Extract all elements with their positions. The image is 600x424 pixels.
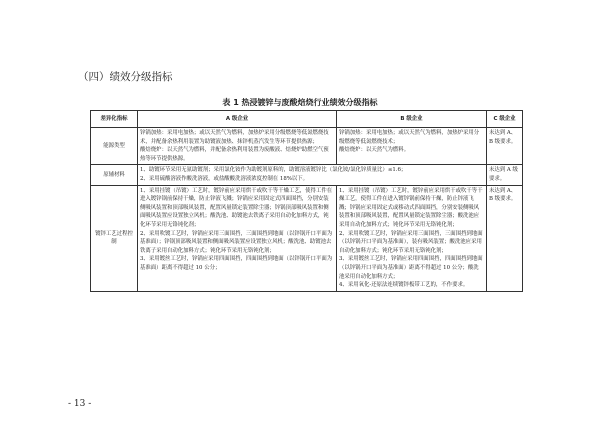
table-row-energy xyxy=(91,128,523,165)
grade-c-text: 未达到 A 级要求。 xyxy=(489,167,518,182)
grade-b-cell xyxy=(337,185,487,291)
indicator-cell: 镀锌工艺过程控制 xyxy=(91,185,138,291)
grade-c-text: 未达到 A、B 级要求。 xyxy=(489,187,517,203)
grade-a-text: 1、采用挂镀（吊镀）工艺时，镀锌前应采用烘干或吹干等干燥工艺，使得工件在进入镀锌锅前保持干燥，防止锌液飞溅；锌锅应采用固定式四面围挡，分别安装侧吸风装置和顶部吸风装置，配置风量锁定装置除尘器；锌锅顶部吸风装置和侧面吸风装置应设置独立风机；酸洗池、助镀池去铁离子采用自动化加料方式，钝化环节采用无铬钝化剂； xyxy=(140,187,333,228)
grade-a-text: 2、采用吹镀工艺时，锌锅应采用三面围挡，三面围挡到地面（以锌锅开口平面为基准面）；锌锅顶部吸风装置和侧面吸风装置应设置独立风机；酸洗池、助镀池去铁离子采用自动化加料方式；钝化环节采用无铬钝化剂； xyxy=(140,230,333,254)
indicator-cell: 原辅材料 xyxy=(91,165,138,185)
grade-c-cell xyxy=(487,128,523,165)
grade-b-text: 3、采用镀丝工艺时，锌锅应采用四面围挡，四面围挡到地面（以锌锅开口平面为基准面）距离不得超过 10 公分；酸洗池采用自动化加料方式； xyxy=(339,256,483,280)
grade-b-text: 1、采用挂镀（吊镀）工艺时，镀锌前应采用烘干或吹干等干燥工艺，使得工件在进入镀锌锅前保持干燥，防止锌液飞溅；锌锅应采用固定式或移动式四面围挡，分别安装侧吸风装置和顶部吸风装置，配置风量锁定装置除尘器；酸洗池应采用自动化加料方式；钝化环节采用无铬钝化剂； xyxy=(339,187,483,228)
grade-a-text: 锌锅加热：采用电加热；或以天然气为燃料，加热炉采用分级燃烧等低氮燃烧技术，并配备余热利用装置为助镀液加热、抹锌机蒸汽发生等环节提供热源； xyxy=(140,130,329,145)
table-caption: 表 1 热浸镀锌与废酸焙烧行业绩效分级指标 xyxy=(222,98,378,107)
header-indicator: 差异化指标 xyxy=(91,111,138,128)
grade-b-text: 2、采用吹镀工艺时，锌锅应采用三面围挡，三面围挡到地面（以锌锅开口平面为基准面），装有吸风装置；酸洗池应采用自动化加料方式；钝化环节采用无铬钝化剂； xyxy=(339,230,483,254)
grade-b-text: 酸焙烧炉：以天然气为燃料。 xyxy=(339,147,410,154)
grade-ab-cell xyxy=(138,165,487,185)
grade-b-text: 锌锅加热：采用电加热；或以天然气为燃料，加热炉采用分级燃烧等低氮燃烧技术； xyxy=(339,130,480,145)
header-grade-c: C 级企业 xyxy=(487,111,523,128)
section-title: （四）绩效分级指标 xyxy=(78,71,173,83)
table-header-row xyxy=(91,111,523,128)
grade-a-cell xyxy=(138,128,337,165)
header-grade-b: B 级企业 xyxy=(337,111,487,128)
indicator-cell: 能源类型 xyxy=(91,128,138,165)
header-grade-a: A 级企业 xyxy=(138,111,337,128)
performance-grading-table xyxy=(90,110,523,292)
page-number: - 13 - xyxy=(68,399,92,409)
grade-b-cell xyxy=(337,128,487,165)
table-row-process-control xyxy=(91,185,523,291)
grade-ab-text: 1、助镀环节采用无氨助镀剂；采用氯化铵作为助镀剂原料的，助镀溶液镀锌比（氯化铵/氯化锌质量比）≤1.6； xyxy=(140,167,407,174)
grade-c-cell xyxy=(487,165,523,185)
grade-a-text: 3、采用镀丝工艺时，锌锅应采用四面围挡，四面围挡到地面（以锌锅开口平面为基准面）距离不得超过 10 公分； xyxy=(140,256,333,271)
grade-a-cell xyxy=(138,185,337,291)
grade-a-text: 酸焙烧炉：以天然气为燃料，并配备余热利用装置为废酸液、焙烧炉助燃空气预热等环节提供热源。 xyxy=(140,147,329,162)
grade-c-text: 未达到 A、B 级要求。 xyxy=(489,130,517,145)
grade-c-cell xyxy=(487,185,523,291)
table-row-materials xyxy=(91,165,523,185)
grade-ab-text: 2、采用硫酸溶液作酸洗溶液，或盐酸酸洗溶液浓度控制在 18%以下。 xyxy=(140,175,309,182)
grade-b-text: 4、采用氧化-还原法连续镀锌板带工艺的，不作要求。 xyxy=(339,282,469,289)
